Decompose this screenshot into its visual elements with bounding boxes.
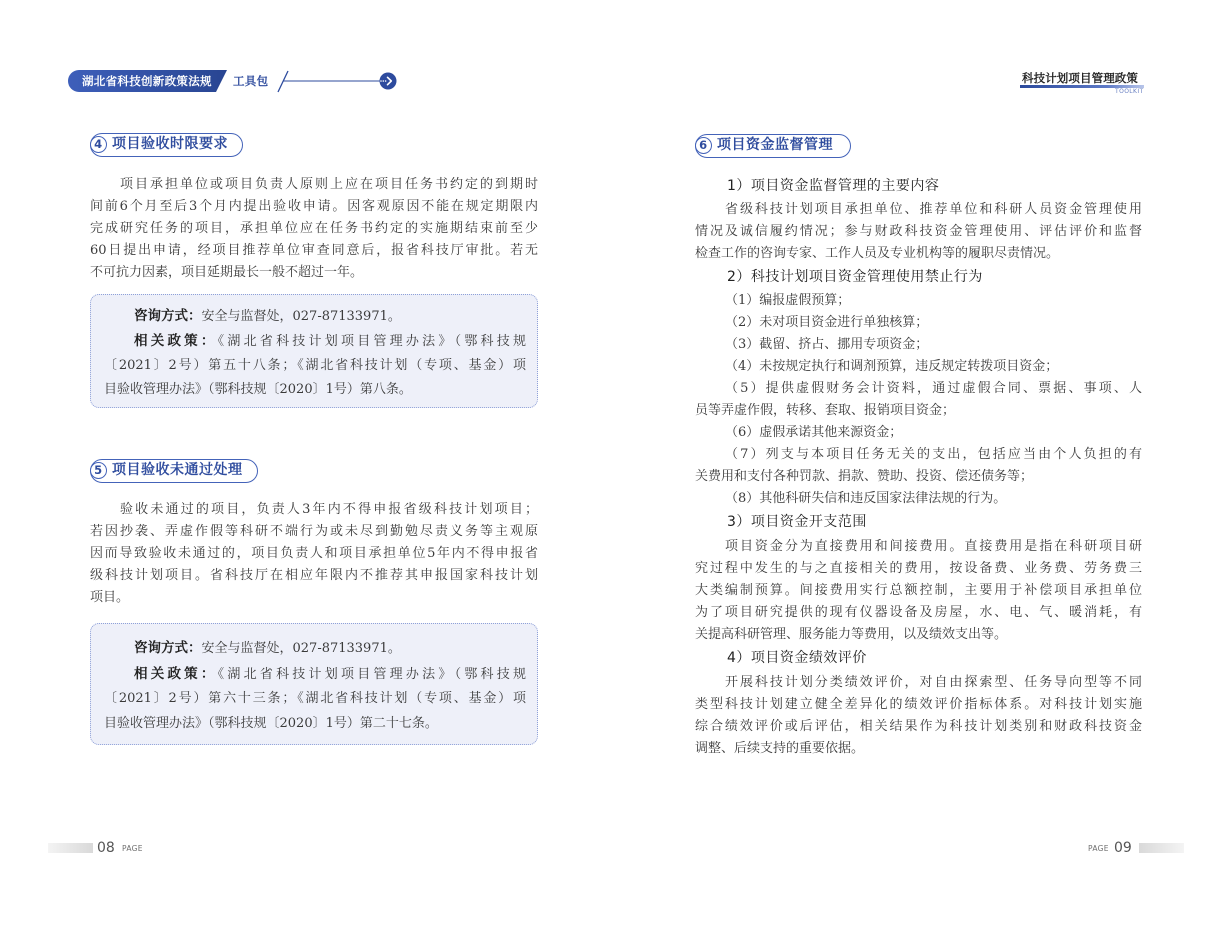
brand-title: 湖北省科技创新政策法规: [82, 74, 212, 88]
text-line: 级科技计划项目。省科技厅在相应年限内不推荐其申报国家科技计划: [90, 568, 538, 583]
page-label: PAGE: [122, 844, 143, 853]
policy-text: 《湖北省科技计划项目管理办法》（鄂科技规: [217, 666, 526, 682]
policy-line: [104, 329, 526, 354]
text-line: 关提高科研管理、服务能力等费用，以及绩效支出等。: [695, 627, 1008, 642]
prohibited-list: [695, 290, 1142, 510]
section-4-paragraph: [90, 174, 538, 284]
section-4-info-box: [90, 294, 538, 408]
text-line: （8）其他科研失信和违反国家法律法规的行为。: [725, 491, 1007, 506]
text-line: 项目资金分为直接费用和间接费用。直接费用是指在科研项目研: [725, 539, 1142, 554]
subsection-4-paragraph: [695, 672, 1142, 760]
list-item: [695, 378, 1142, 422]
text-line: （4）未按规定执行和调剂预算，违反规定转拨项目资金；: [725, 359, 1059, 374]
text-line: 综合绩效评价或后评估，相关结果作为科技计划类别和财政科技资金: [695, 719, 1142, 734]
list-item: [695, 334, 1142, 356]
text-line: （7）列支与本项目任务无关的支出，包括应当由个人负担的有: [725, 447, 1142, 462]
text-line: （1）编报虚假预算；: [725, 293, 851, 308]
header-brand-badge: [68, 70, 227, 92]
subsection-3-paragraph: [695, 536, 1142, 646]
text-line: （5）提供虚假财务会计资料，通过虚假合同、票据、事项、人: [725, 381, 1142, 396]
page-number-bar: [1139, 843, 1184, 853]
section-5-paragraph: [90, 499, 538, 609]
section-title: 项目验收未通过处理: [112, 462, 243, 478]
subsection-heading-3: 3）项目资金开支范围: [727, 514, 867, 530]
text-line: （3）截留、挤占、挪用专项资金；: [725, 337, 929, 352]
page-number-bar: [48, 843, 93, 853]
policy-line: 〔2021〕2号）第五十八条；《湖北省科技计划（专项、基金）项: [104, 358, 526, 373]
section-number-badge: 6: [695, 137, 712, 154]
text-line: 员等弄虚作假，转移、套取、报销项目资金；: [695, 403, 956, 418]
list-item: [695, 356, 1142, 378]
section-5-info-box: [90, 623, 538, 745]
subsection-heading-1: 1）项目资金监督管理的主要内容: [727, 178, 940, 194]
page-number: 08: [97, 840, 115, 856]
contact-line: [104, 636, 526, 662]
list-item: [695, 312, 1142, 334]
page-number: 09: [1114, 840, 1132, 856]
text-line: 不可抗力因素，项目延期最长一般不超过一年。: [90, 265, 364, 280]
chapter-subtitle: TOOLKIT: [1115, 88, 1144, 95]
policy-label: 相关政策：: [134, 333, 218, 349]
subsection-heading-4: 4）项目资金绩效评价: [727, 650, 867, 666]
text-line: 情况及诚信履约情况；参与财政科技资金管理使用、评估评价和监督: [695, 224, 1142, 239]
text-line: 完成研究任务的项目，承担单位应在任务书约定的实施期结束前至少: [90, 221, 538, 236]
list-item: [695, 290, 1142, 312]
text-line: 为了项目研究提供的现有仪器设备及房屋，水、电、气、暖消耗，有: [695, 605, 1142, 620]
contact-line: [104, 304, 526, 329]
text-line: 调整、后续支持的重要依据。: [695, 741, 865, 756]
text-line: 省级科技计划项目承担单位、推荐单位和科研人员资金管理使用: [725, 202, 1142, 217]
contact-label: 咨询方式：: [134, 308, 202, 324]
header-divider: [272, 68, 402, 96]
section-title: 项目验收时限要求: [112, 136, 228, 152]
contact-value: 安全与监督处，027-87133971。: [201, 309, 401, 324]
text-line: 验收未通过的项目，负责人3年内不得申报省级科技计划项目；: [120, 502, 538, 517]
text-line: （6）虚假承诺其他来源资金；: [725, 425, 903, 440]
policy-label: 相关政策：: [134, 665, 218, 682]
contact-value: 安全与监督处，027-87133971。: [201, 641, 401, 656]
section-number-badge: 5: [90, 462, 107, 479]
section-heading-4: [90, 133, 243, 157]
text-line: 因而导致验收未通过的，项目负责人和项目承担单位5年内不得申报省: [90, 546, 538, 561]
section-heading-6: [695, 134, 851, 158]
list-item: [695, 444, 1142, 488]
contact-label: 咨询方式：: [134, 640, 202, 656]
policy-line: 目验收管理办法》（鄂科技规〔2020〕1号）第八条。: [104, 382, 412, 397]
section-title: 项目资金监督管理: [717, 137, 833, 153]
subsection-1-paragraph: [695, 199, 1142, 265]
list-item: [695, 488, 1142, 510]
policy-line: 〔2021〕2号）第六十三条；《湖北省科技计划（专项、基金）项: [104, 691, 526, 706]
text-line: （2）未对项目资金进行单独核算；: [725, 315, 929, 330]
text-line: 大类编制预算。间接费用实行总额控制，主要用于补偿项目承担单位: [695, 583, 1142, 598]
section-heading-5: [90, 459, 258, 483]
text-line: 60日提出申请，经项目推荐单位审查同意后，报省科技厅审批。若无: [90, 243, 538, 258]
page-label: PAGE: [1088, 844, 1109, 853]
text-line: 类型科技计划建立健全差异化的绩效评价指标体系。对科技计划实施: [695, 697, 1142, 712]
text-line: 项目。: [90, 590, 130, 605]
text-line: 若因抄袭、弄虚作假等科研不端行为或未尽到勤勉尽责义务等主观原: [90, 524, 538, 539]
text-line: 关费用和支付各种罚款、捐款、赞助、投资、偿还债务等；: [695, 469, 1034, 484]
chapter-title: 科技计划项目管理政策: [1022, 71, 1138, 85]
text-line: 项目承担单位或项目负责人原则上应在项目任务书约定的到期时: [120, 177, 538, 192]
text-line: 开展科技计划分类绩效评价，对自由探索型、任务导向型等不同: [725, 675, 1142, 690]
policy-line: 目验收管理办法》（鄂科技规〔2020〕1号）第二十七条。: [104, 715, 438, 731]
arrow-circle-icon: [380, 73, 397, 90]
policy-text: 《湖北省科技计划项目管理办法》（鄂科技规: [217, 334, 526, 349]
list-item: [695, 422, 1142, 444]
section-number-badge: 4: [90, 136, 107, 153]
text-line: 检查工作的咨询专家、工作人员及专业机构等的履职尽责情况。: [695, 246, 1060, 261]
text-line: 间前6个月至后3个月内提出验收申请。因客观原因不能在规定期限内: [90, 199, 538, 214]
toolkit-label: 工具包: [233, 74, 269, 88]
text-line: 究过程中发生的与之直接相关的费用，按设备费、业务费、劳务费三: [695, 561, 1142, 576]
subsection-heading-2: 2）科技计划项目资金管理使用禁止行为: [727, 269, 983, 285]
policy-line: [104, 662, 526, 688]
